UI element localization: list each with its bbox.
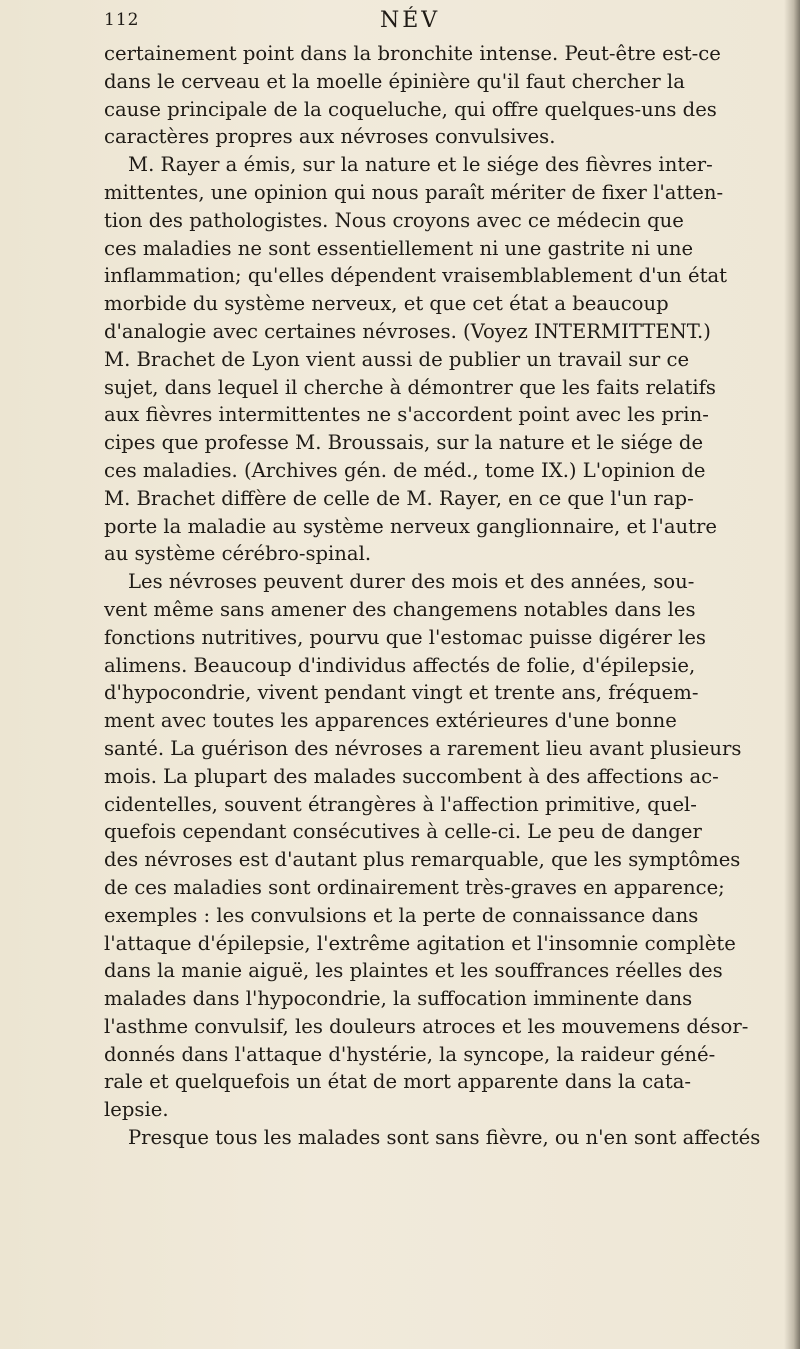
text-line: l'asthme convulsif, les douleurs atroces et les mouvemens désor- [104,1014,749,1038]
text-line: rale et quelquefois un état de mort apparente dans la cata- [104,1070,692,1094]
text-line: sujet, dans lequel il cherche à démontrer que les faits relatifs [104,375,716,399]
text-line: ces maladies. (Archives gén. de méd., tome IX.) L'opinion de [104,458,706,482]
text-line: fonctions nutritives, pourvu que l'estomac puisse digérer les [104,625,706,649]
text-line: vent même sans amener des changemens notables dans les [104,597,696,621]
text-line: donnés dans l'attaque d'hystérie, la syncope, la raideur géné- [104,1042,716,1066]
text-line: mittentes, une opinion qui nous paraît mériter de fixer l'atten- [104,180,724,204]
text-line: des névroses est d'autant plus remarquable, que les symptômes [104,848,741,872]
text-line: cause principale de la coqueluche, qui offre quelques-uns des [104,97,717,121]
text-line: quefois cependant consécutives à celle-ci. Le peu de danger [104,820,702,844]
text-line: M. Brachet diffère de celle de M. Rayer, en ce que l'un rap- [104,486,694,510]
text-line: mois. La plupart des malades succombent à des affections ac- [104,764,719,788]
text-line: dans la manie aiguë, les plaintes et les souffrances réelles des [104,959,723,983]
text-line: M. Brachet de Lyon vient aussi de publier un travail sur ce [104,347,690,371]
text-line: alimens. Beaucoup d'individus affectés de folie, d'épilepsie, [104,653,696,677]
text-line: morbide du système nerveux, et que cet état a beaucoup [104,292,669,316]
text-line: cipes que professe M. Broussais, sur la nature et le siége de [104,431,704,455]
text-line: dans le cerveau et la moelle épinière qu'il faut chercher la [104,69,685,93]
text-line: caractères propres aux névroses convulsives. [104,125,556,149]
running-title: NÉV [380,8,441,33]
page-edge-shadow [784,0,800,1349]
text-line: inflammation; qu'elles dépendent vraisemblablement d'un état [104,264,728,288]
text-line: certainement point dans la bronchite intense. Peut-être est-ce [104,42,721,65]
text-line: de ces maladies sont ordinairement très-graves en apparence; [104,875,725,899]
text-line: lepsie. [104,1098,169,1122]
text-line: M. Rayer a émis, sur la nature et le siége des fièvres inter- [128,153,713,177]
text-line: ces maladies ne sont essentiellement ni une gastrite ni une [104,236,694,260]
text-line: l'attaque d'épilepsie, l'extrême agitation et l'insomnie complète [104,931,736,955]
text-line: au système cérébro-spinal. [104,542,372,566]
page-number: 112 [104,10,140,30]
text-line: d'hypocondrie, vivent pendant vingt et trente ans, fréquem- [104,681,699,705]
text-line: Les névroses peuvent durer des mois et des années, sou- [128,570,695,594]
text-line: santé. La guérison des névroses a rarement lieu avant plusieurs [104,736,742,760]
body-text [104,40,768,1152]
running-head [104,10,724,40]
text-line: ment avec toutes les apparences extérieures d'une bonne [104,709,677,733]
text-line: aux fièvres intermittentes ne s'accordent point avec les prin- [104,403,709,427]
text-line: cidentelles, souvent étrangères à l'affection primitive, quel- [104,792,697,816]
text-line: Presque tous les malades sont sans fièvre, ou n'en sont affectés [128,1126,761,1150]
text-line: d'analogie avec certaines névroses. (Voyez INTERMITTENT.) [104,319,711,343]
text-line: exemples : les convulsions et la perte de connaissance dans [104,903,699,927]
text-line: tion des pathologistes. Nous croyons avec ce médecin que [104,208,684,232]
text-line: porte la maladie au système nerveux ganglionnaire, et l'autre [104,514,717,538]
text-line: malades dans l'hypocondrie, la suffocation imminente dans [104,987,693,1011]
